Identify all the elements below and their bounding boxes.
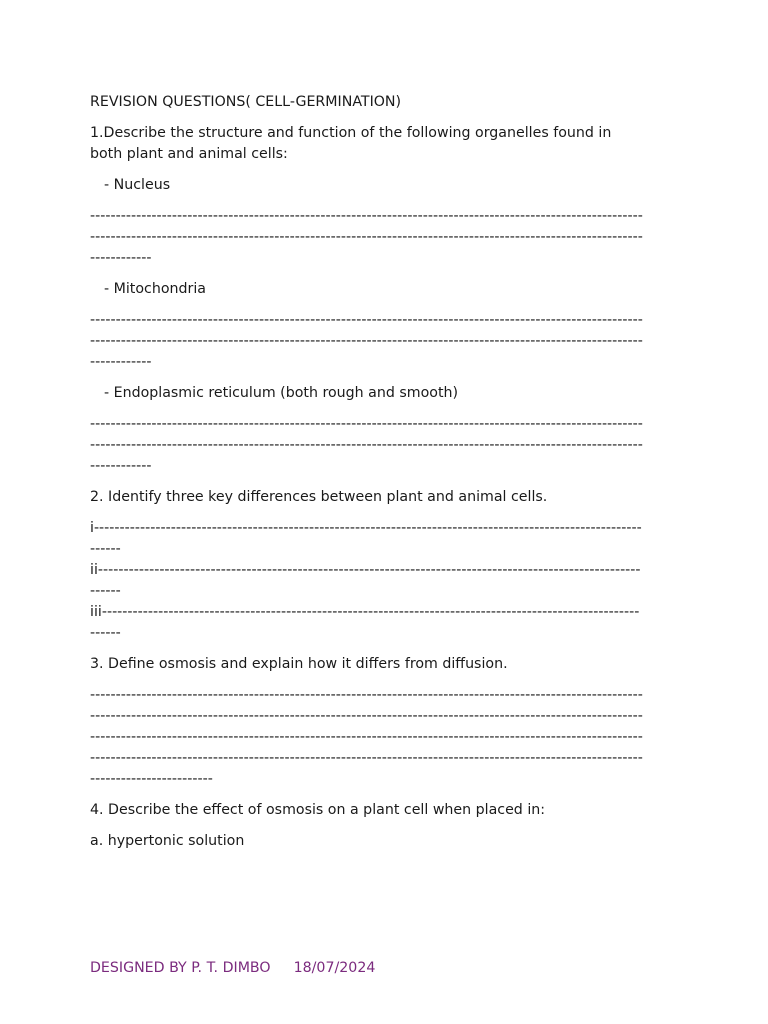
answer-line-ii: ii---------------------------------------------------------------------------------------------------------- xyxy=(90,562,641,578)
answer-line-i: i----------------------------------------------------------------------------------------------------------- xyxy=(90,520,642,536)
answer-line: ------------------------------------------------------------------------------------------------------------ xyxy=(90,229,643,245)
question-4: 4. Describe the effect of osmosis on a plant cell when placed in: xyxy=(90,802,546,818)
designer-credit: DESIGNED BY P. T. DIMBO xyxy=(90,960,271,976)
footer xyxy=(90,958,375,979)
answer-line-i-cont: ------ xyxy=(90,541,121,557)
answer-line: ------------ xyxy=(90,250,152,266)
question-4-part-a: a. hypertonic solution xyxy=(90,833,245,849)
answer-line: ------------------------------------------------------------------------------------------------------------ xyxy=(90,333,643,349)
question-3: 3. Define osmosis and explain how it differs from diffusion. xyxy=(90,656,508,672)
answer-line: ------------------------ xyxy=(90,771,213,787)
answer-line: ------------------------------------------------------------------------------------------------------------ xyxy=(90,312,643,328)
answer-line: ------------------------------------------------------------------------------------------------------------ xyxy=(90,729,643,745)
worksheet-title: REVISION QUESTIONS( CELL-GERMINATION) xyxy=(90,94,402,110)
q1-item-endoplasmic-reticulum: - Endoplasmic reticulum (both rough and smooth) xyxy=(104,385,459,401)
answer-line: ------------------------------------------------------------------------------------------------------------ xyxy=(90,437,643,453)
q1-item-mitochondria: - Mitochondria xyxy=(104,281,206,297)
answer-line: ------------------------------------------------------------------------------------------------------------ xyxy=(90,416,643,432)
q1-item-nucleus: - Nucleus xyxy=(104,177,171,193)
answer-line-ii-cont: ------ xyxy=(90,583,121,599)
answer-line: ------------------------------------------------------------------------------------------------------------ xyxy=(90,708,643,724)
question-1-line-2: both plant and animal cells: xyxy=(90,146,288,162)
question-1-line-1: 1.Describe the structure and function of the following organelles found in xyxy=(90,125,612,141)
footer-date: 18/07/2024 xyxy=(293,960,376,976)
answer-line-iii: iii--------------------------------------------------------------------------------------------------------- xyxy=(90,604,640,620)
answer-line-iii-cont: ------ xyxy=(90,625,121,641)
answer-line: ------------------------------------------------------------------------------------------------------------ xyxy=(90,208,643,224)
answer-line: ------------ xyxy=(90,458,152,474)
worksheet xyxy=(90,92,678,852)
question-2: 2. Identify three key differences between plant and animal cells. xyxy=(90,489,548,505)
answer-line: ------------ xyxy=(90,354,152,370)
answer-line: ------------------------------------------------------------------------------------------------------------ xyxy=(90,750,643,766)
answer-line: ------------------------------------------------------------------------------------------------------------ xyxy=(90,687,643,703)
